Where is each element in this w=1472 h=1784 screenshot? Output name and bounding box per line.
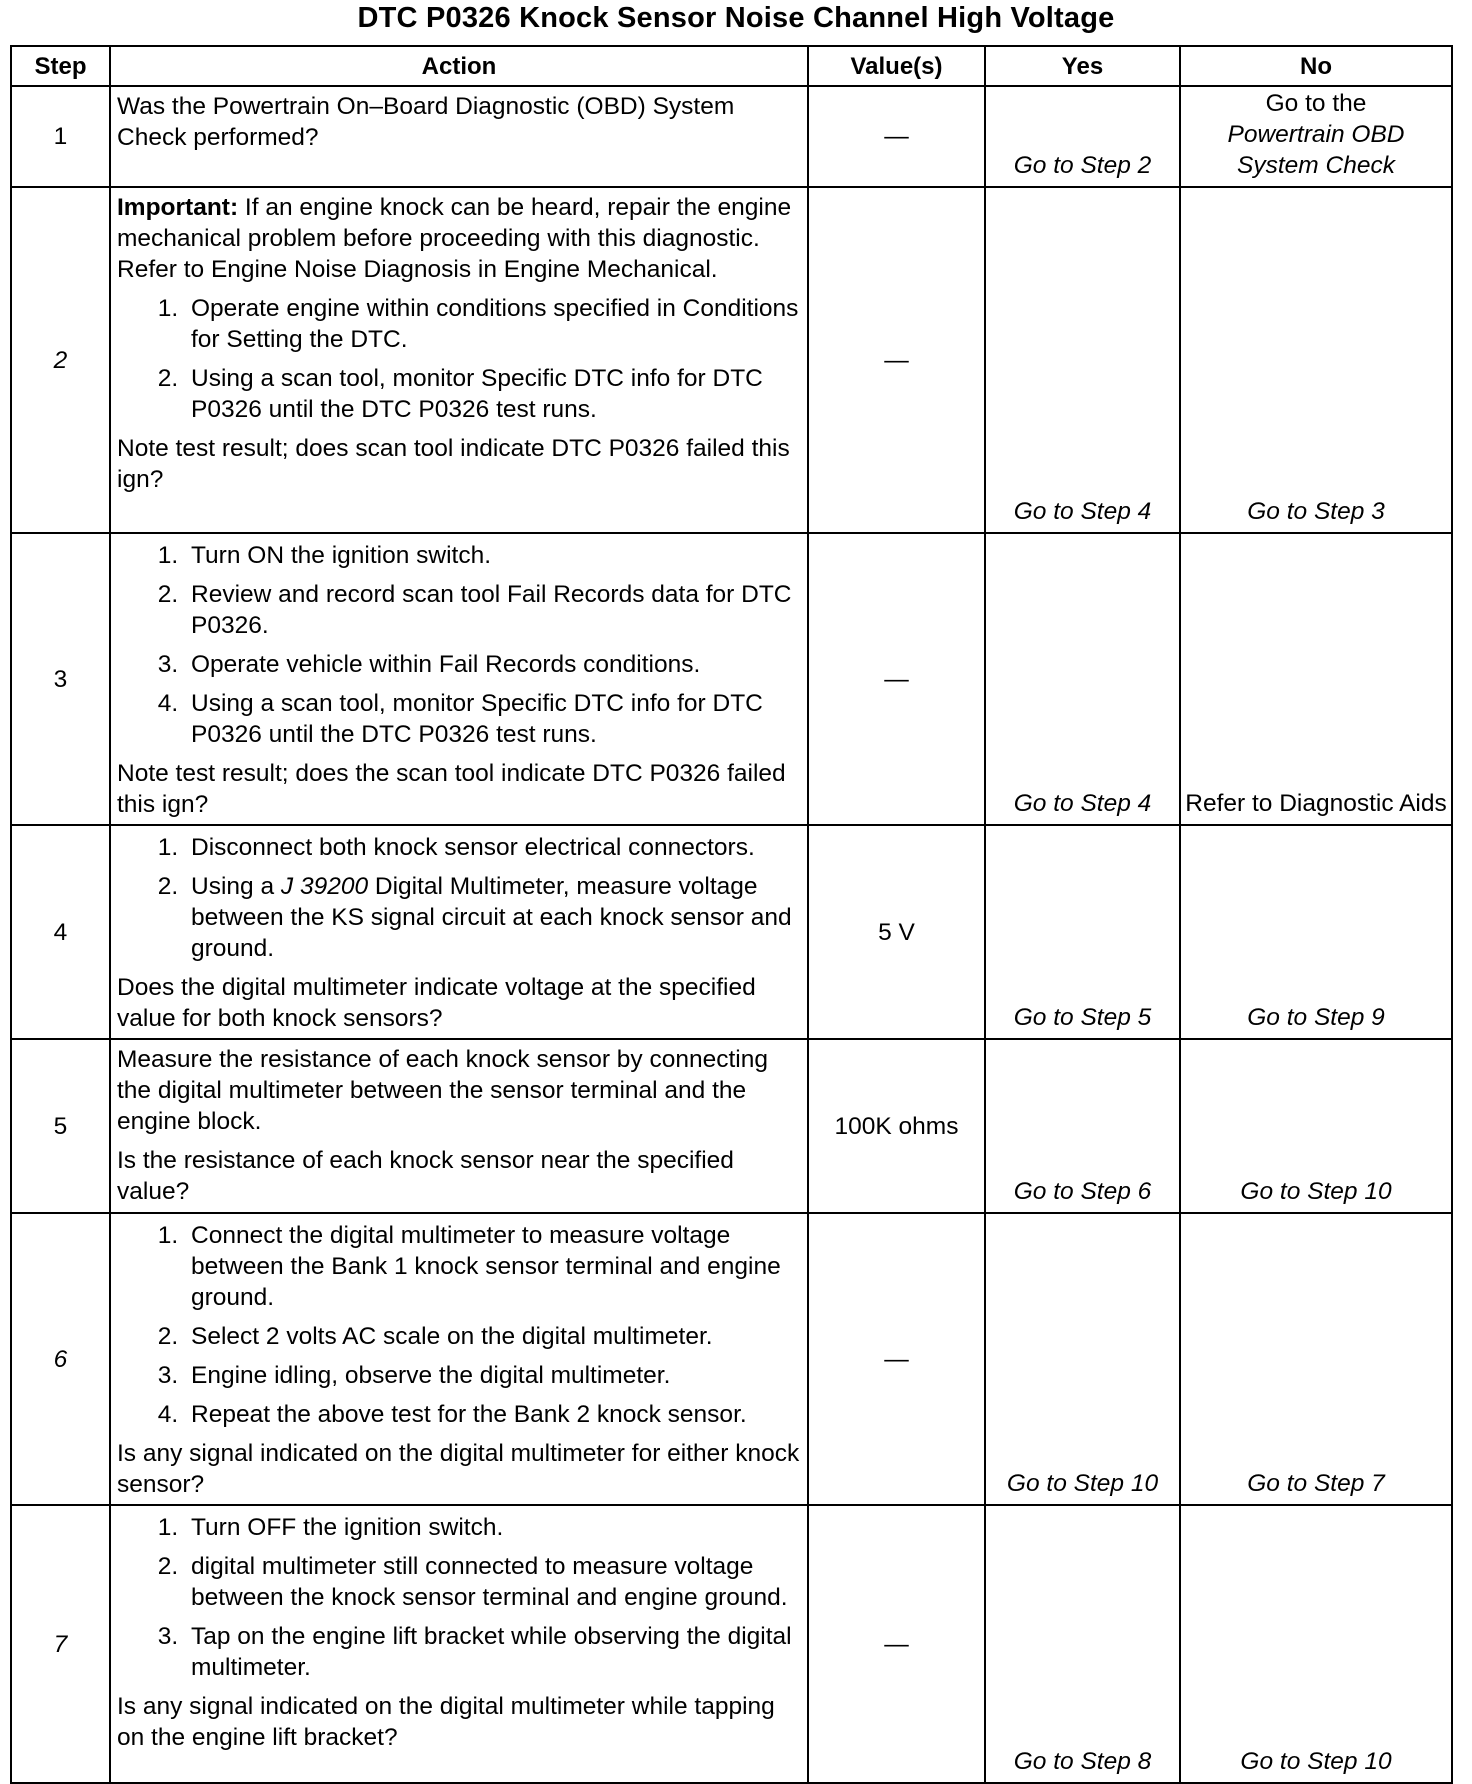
- value-cell: —: [808, 86, 985, 187]
- header-row: [11, 46, 1452, 86]
- header-action: Action: [110, 46, 808, 86]
- action-cell: [110, 1213, 808, 1505]
- table-row-step-1: [11, 86, 1452, 187]
- list-item: 4. Using a scan tool, monitor Specific DTC info for DTC P0326 until the DTC P0326 test runs.: [185, 688, 801, 750]
- action-question: Is any signal indicated on the digital multimeter while tapping on the engine lift bracket?: [117, 1693, 775, 1751]
- table-row-step-4: [11, 825, 1452, 1039]
- action-question: Does the digital multimeter indicate voltage at the specified value for both knock sensors?: [117, 974, 756, 1032]
- list-item: 3. Tap on the engine lift bracket while observing the digital multimeter.: [185, 1621, 801, 1683]
- value-cell: 100K ohms: [808, 1039, 985, 1213]
- action-question: Is any signal indicated on the digital multimeter for either knock sensor?: [117, 1440, 800, 1498]
- action-question: Was the Powertrain On–Board Diagnostic (OBD) System Check performed?: [117, 93, 735, 151]
- step-number: 6: [11, 1213, 110, 1505]
- list-item: 1. Turn OFF the ignition switch.: [185, 1512, 801, 1543]
- no-cell: Go to Step 10: [1180, 1039, 1452, 1213]
- table-row-step-5: [11, 1039, 1452, 1213]
- yes-cell: Go to Step 4: [985, 533, 1180, 825]
- page-title: DTC P0326 Knock Sensor Noise Channel High Voltage: [357, 2, 1115, 34]
- no-cell: [1180, 86, 1452, 187]
- diagnostic-table: [10, 45, 1453, 1784]
- tool-name: J 39200: [280, 873, 369, 900]
- list-item: 3. Engine idling, observe the digital multimeter.: [185, 1360, 801, 1391]
- table-row-step-7: [11, 1505, 1452, 1783]
- list-item: 1. Disconnect both knock sensor electrical connectors.: [185, 832, 801, 863]
- yes-cell: Go to Step 10: [985, 1213, 1180, 1505]
- value-cell: —: [808, 1213, 985, 1505]
- no-prefix: Go to the: [1265, 90, 1367, 117]
- list-item: 4. Repeat the above test for the Bank 2 knock sensor.: [185, 1399, 801, 1430]
- yes-cell: Go to Step 8: [985, 1505, 1180, 1783]
- yes-cell: Go to Step 2: [985, 86, 1180, 187]
- action-list: [117, 832, 801, 964]
- header-yes: Yes: [985, 46, 1180, 86]
- value-cell: —: [808, 533, 985, 825]
- item-text: Digital Multimeter, measure voltage between the KS signal circuit at each knock sensor and ground.: [191, 873, 792, 962]
- action-list: [117, 1220, 801, 1430]
- action-cell: [110, 533, 808, 825]
- no-cell: Go to Step 10: [1180, 1505, 1452, 1783]
- action-cell: [110, 187, 808, 533]
- no-link: Powertrain OBD System Check: [1227, 121, 1405, 179]
- action-cell: [110, 1039, 808, 1213]
- no-cell: Go to Step 9: [1180, 825, 1452, 1039]
- list-item: 2. digital multimeter still connected to measure voltage between the knock sensor terminal and engine ground.: [185, 1551, 801, 1613]
- header-step: Step: [11, 46, 110, 86]
- action-question: Note test result; does the scan tool indicate DTC P0326 failed this ign?: [117, 760, 786, 818]
- step-number: 1: [11, 86, 110, 187]
- step-number: 5: [11, 1039, 110, 1213]
- value-cell: —: [808, 187, 985, 533]
- yes-cell: Go to Step 6: [985, 1039, 1180, 1213]
- step-number: 3: [11, 533, 110, 825]
- action-text: Measure the resistance of each knock sensor by connecting the digital multimeter between the sensor terminal and the engine block.: [117, 1046, 768, 1135]
- action-cell: [110, 1505, 808, 1783]
- yes-cell: Go to Step 5: [985, 825, 1180, 1039]
- no-cell: Go to Step 3: [1180, 187, 1452, 533]
- header-values: Value(s): [808, 46, 985, 86]
- yes-cell: Go to Step 4: [985, 187, 1180, 533]
- list-item: 2. Select 2 volts AC scale on the digital multimeter.: [185, 1321, 801, 1352]
- list-item: 1. Operate engine within conditions specified in Conditions for Setting the DTC.: [185, 293, 801, 355]
- no-cell: Go to Step 7: [1180, 1213, 1452, 1505]
- table-row-step-3: [11, 533, 1452, 825]
- important-label: Important:: [117, 194, 239, 221]
- item-text: Using a: [191, 873, 281, 900]
- no-cell: Refer to Diagnostic Aids: [1180, 533, 1452, 825]
- header-no: No: [1180, 46, 1452, 86]
- table-row-step-6: [11, 1213, 1452, 1505]
- list-item: 1. Connect the digital multimeter to measure voltage between the Bank 1 knock sensor terminal and engine ground.: [185, 1220, 801, 1313]
- step-number: 7: [11, 1505, 110, 1783]
- list-item: 3. Operate vehicle within Fail Records conditions.: [185, 649, 801, 680]
- important-text: If an engine knock can be heard, repair the engine mechanical problem before proceeding with this diagnostic. Refer to Engine Noise Diagnosis in Engine Mechanical.: [117, 194, 792, 283]
- list-item: 1. Turn ON the ignition switch.: [185, 540, 801, 571]
- table-row-step-2: [11, 187, 1452, 533]
- action-cell: [110, 86, 808, 187]
- action-cell: [110, 825, 808, 1039]
- step-number: 4: [11, 825, 110, 1039]
- action-list: [117, 293, 801, 425]
- action-list: [117, 540, 801, 750]
- list-item: 2. Review and record scan tool Fail Records data for DTC P0326.: [185, 579, 801, 641]
- value-cell: —: [808, 1505, 985, 1783]
- action-question: Note test result; does scan tool indicate DTC P0326 failed this ign?: [117, 435, 790, 493]
- value-cell: 5 V: [808, 825, 985, 1039]
- important-note: [117, 192, 801, 285]
- step-number: 2: [11, 187, 110, 533]
- action-question: Is the resistance of each knock sensor near the specified value?: [117, 1147, 734, 1205]
- action-list: [117, 1512, 801, 1683]
- list-item: 2. Using a scan tool, monitor Specific DTC info for DTC P0326 until the DTC P0326 test runs.: [185, 363, 801, 425]
- list-item: [185, 871, 801, 964]
